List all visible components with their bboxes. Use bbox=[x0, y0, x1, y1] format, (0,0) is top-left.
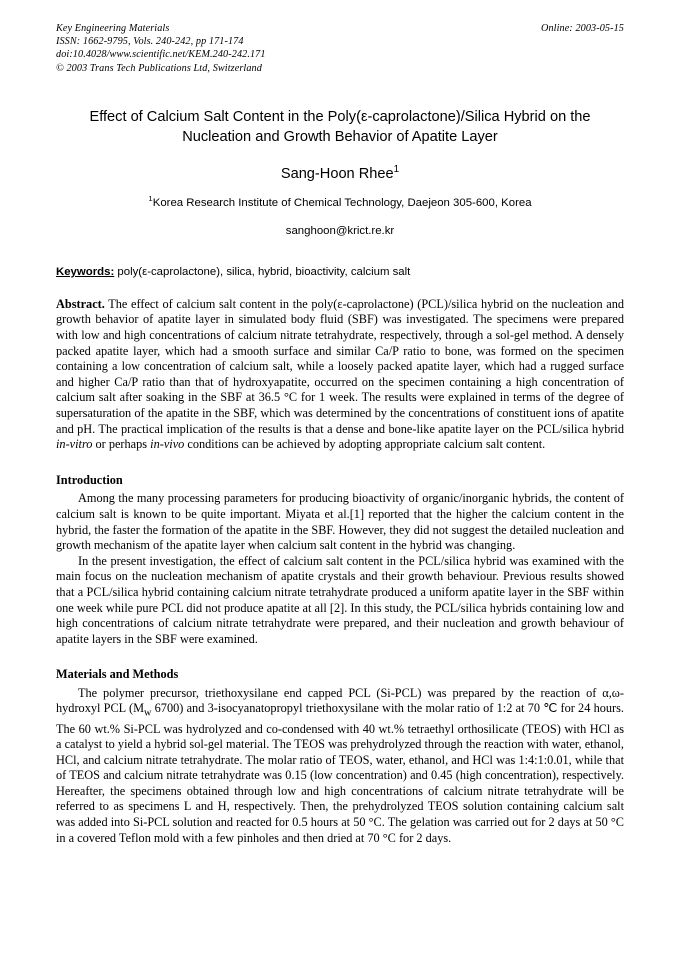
page-title bbox=[56, 107, 624, 147]
methods-seg-7: for 2 days. bbox=[395, 830, 452, 845]
in-vivo-emphasis: in-vivo bbox=[150, 437, 185, 452]
paragraph bbox=[56, 686, 624, 846]
abstract-seg-3: for 1 week. The results were explained in terms of the degree of supersaturation of the apatite in the SBF, which was determined by the concentrations of constituent ions of apatite and pH. The practical implication of the results is that a dense and bone-like apatite layer on the PCL/silica hybrid bbox=[56, 390, 624, 436]
epsilon-symbol-abstract: ε bbox=[337, 296, 343, 311]
abstract-seg-1: The effect of calcium salt content in the poly( bbox=[104, 296, 338, 311]
affiliation-marker: 1 bbox=[148, 194, 153, 204]
author-name-block bbox=[56, 165, 624, 183]
alpha-omega-symbol: α,ω bbox=[602, 685, 620, 700]
section-heading-materials-and-methods: Materials and Methods bbox=[56, 667, 179, 682]
methods-seg-1: The polymer precursor, triethoxysilane end capped PCL (Si-PCL) was prepared by the reaction of bbox=[78, 685, 603, 700]
doi-line: doi:10.4028/www.scientific.net/KEM.240-242.171 bbox=[56, 49, 266, 61]
author-affiliation-marker: 1 bbox=[393, 163, 400, 175]
title-line-1-part-a: Effect of Calcium Salt Content in the Poly( bbox=[89, 108, 361, 125]
abstract-seg-5: conditions can be achieved by adopting appropriate calcium salt content. bbox=[184, 437, 546, 452]
methods-seg-6: in a covered Teflon mold with a few pinholes and then dried at 70 bbox=[56, 830, 383, 845]
title-line-2: Nucleation and Growth Behavior of Apatite Layer bbox=[182, 128, 498, 145]
epsilon-symbol: ε bbox=[360, 108, 368, 125]
keywords-line bbox=[56, 265, 624, 280]
page-content bbox=[56, 22, 624, 846]
subscript-w: w bbox=[144, 707, 152, 719]
degree-celsius-3: °C bbox=[610, 815, 624, 830]
epsilon-symbol-keywords: ε bbox=[142, 265, 148, 278]
online-date: Online: 2003-05-15 bbox=[540, 23, 624, 34]
abstract-label: Abstract. bbox=[56, 296, 105, 311]
paragraph: Among the many processing parameters for producing bioactivity of organic/inorganic hybrids, the content of calcium salt is known to be quite important. Miyata et al.[1] reported that the higher the calcium content in the hybrid, the faster the formation of the apatite in the SBF. However, they did not suggest the detailed nucleation and growth mechanism of the apatite layer when calcium salt content in the hybrid was changing. bbox=[56, 491, 624, 553]
section-body-introduction bbox=[56, 491, 624, 647]
abstract-block bbox=[56, 297, 624, 453]
journal-name: Key Engineering Materials bbox=[56, 23, 170, 34]
keywords-label: Keywords: bbox=[56, 265, 115, 278]
methods-seg-4: for 24 hours. The 60 wt.% Si-PCL was hydrolyzed and co-condensed with 40 wt.% tetraethyl orthosilicate (TEOS) with HCl as a catalyst to yield a hybrid sol-gel material. The TEOS was prehydrolyzed through the reaction with water, ethanol, HCl, and calcium nitrate tetrahydrate. The molar ratio of TEOS, water, ethanol, and HCl was 1:4:1:0.01, while that of TEOS and calcium nitrate tetrahydrate was 0.15 (low concentration) and 0.45 (high concentration), respectively. Hereafter, the specimens obtained through low and high concentrations of calcium nitrate tetrahydrate will be referred to as specimens L and H, respectively. Then, the prehydrolyzed TEOS solution containing calcium salt was added into Si-PCL solution and reacted for 0.5 hours at 50 bbox=[56, 701, 624, 830]
issn-line: ISSN: 1662-9795, Vols. 240-242, pp 171-174 bbox=[56, 36, 244, 48]
methods-seg-3: 6700) and 3-isocyanatopropyl triethoxysilane with the molar ratio of 1:2 at 70 bbox=[151, 701, 544, 716]
degree-celsius-4: °C bbox=[382, 830, 396, 845]
keywords-value-a: poly( bbox=[117, 265, 143, 278]
abstract-seg-2: -caprolactone) (PCL)/silica hybrid on the nucleation and growth behavior of apatite layer in simulated body fluid (SBF) was investigated. The specimens were prepared with low and high concentrations of calcium nitrate tetrahydrate, respectively, through a sol-gel method. A densely packed apatite layer, which had a smooth surface and similar Ca/P ratio to bone, was formed on the specimen containing a low concentration of calcium salt, while a loosely packed apatite layer, which had a rugged surface and higher Ca/P ratio than that of hydroxyapatite, occurred on the specimen containing a high concentration of calcium salt after soaking in the SBF at 36.5 bbox=[56, 296, 625, 405]
in-vitro-emphasis: in-vitro bbox=[56, 437, 93, 452]
abstract-seg-4: or perhaps bbox=[92, 437, 151, 452]
degree-celsius-abstract: °C bbox=[283, 390, 298, 405]
journal-masthead bbox=[56, 22, 624, 75]
section-heading-introduction: Introduction bbox=[56, 472, 123, 487]
section-body-materials-and-methods bbox=[56, 686, 624, 846]
title-line-1-part-b: -caprolactone)/Silica Hybrid on the bbox=[367, 108, 591, 125]
methods-seg-5: . The gelation was carried out for 2 days at 50 bbox=[381, 815, 611, 830]
copyright-line: © 2003 Trans Tech Publications Ltd, Switzerland bbox=[56, 62, 262, 74]
methods-seg-2: -hydroxyl PCL (M bbox=[56, 685, 624, 716]
author-email: sanghoon@krict.re.kr bbox=[285, 224, 395, 237]
keywords-value-b: -caprolactone), silica, hybrid, bioactivity, calcium salt bbox=[147, 265, 411, 278]
degree-celsius-2: °C bbox=[368, 815, 382, 830]
degree-celsius-1: ℃ bbox=[543, 701, 558, 716]
paragraph: In the present investigation, the effect of calcium salt content in the PCL/silica hybrid was examined with the main focus on the nucleation mechanism of apatite crystals and their growth behaviour. Previous results showed that a PCL/silica hybrid containing calcium nitrate tetrahydrate produced a uniform apatite layer in the SBF within one week while pure PCL did not produce apatite at all [2]. In this study, the PCL/silica hybrids containing low and high concentrations of calcium nitrate tetrahydrate were prepared, and their nucleation and growth behaviour of apatite layers in the SBF were examined. bbox=[56, 553, 624, 646]
affiliation-text: Korea Research Institute of Chemical Technology, Daejeon 305-600, Korea bbox=[152, 196, 532, 209]
author-name: Sang-Hoon Rhee bbox=[280, 165, 394, 182]
affiliation bbox=[56, 196, 624, 211]
